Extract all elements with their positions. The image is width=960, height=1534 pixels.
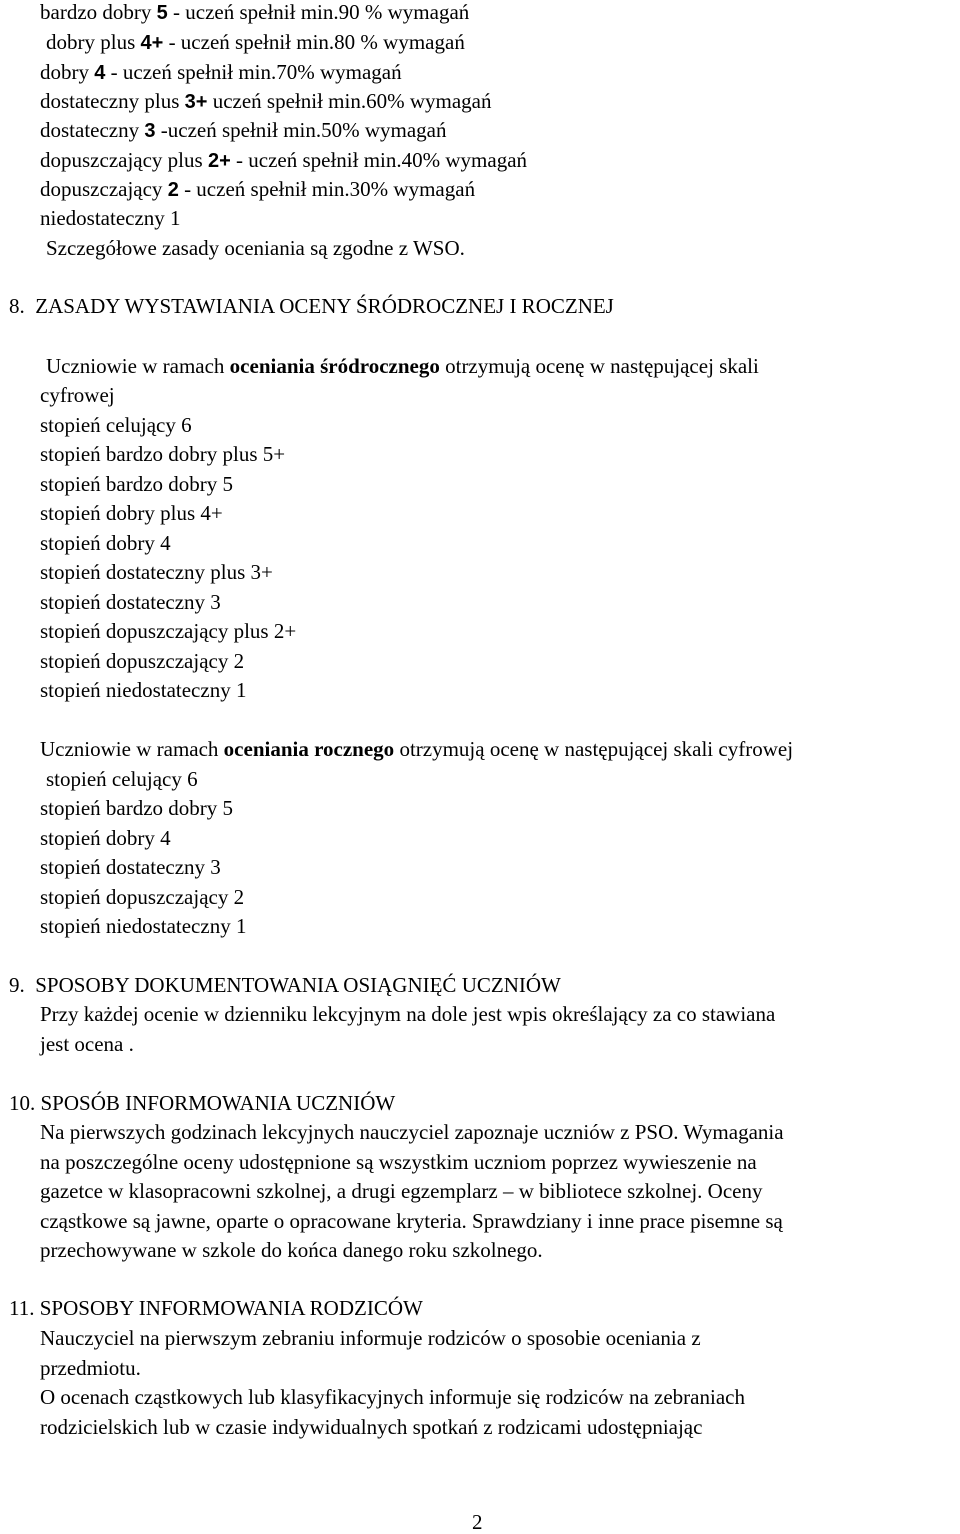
section-10-heading [9,1091,395,1115]
grade-number: 3+ [184,91,208,113]
annual-grade: stopień celujący 6 [46,767,198,791]
grade-requirement: -uczeń spełnił min.50% wymagań [155,118,447,142]
section-10-line: Na pierwszych godzinach lekcyjnych nauczyciel zapoznaje uczniów z PSO. Wymagania [40,1120,784,1144]
section-8-heading [9,294,614,318]
grade-number: 4+ [140,32,164,54]
grade-requirement: uczeń spełnił min.60% wymagań [207,89,492,113]
section-11-line: O ocenach cząstkowych lub klasyfikacyjnych informuje się rodziców na zebraniach [40,1385,745,1409]
annual-grade: stopień niedostateczny 1 [40,914,247,938]
grade-number: 3 [144,120,156,142]
annual-grade: stopień bardzo dobry 5 [40,796,234,820]
annual-grade: stopień dostateczny 3 [40,855,221,879]
semester-grade: stopień bardzo dobry 5 [40,472,234,496]
grade-requirement: - uczeń spełnił min.80 % wymagań [163,30,465,54]
grade-name: dobry plus [46,30,141,54]
section-11-line: rodzicielskich lub w czasie indywidualnych spotkań z rodzicami udostępniając [40,1415,703,1439]
section-11-line: Nauczyciel na pierwszym zebraniu informuje rodziców o sposobie oceniania z [40,1326,701,1350]
semester-grade: stopień dostateczny 3 [40,590,221,614]
grade-requirement: - uczeń spełnił min.30% wymagań [178,177,476,201]
annual-intro [40,737,793,761]
top-list-item [40,0,469,25]
section-title: SPOSOBY INFORMOWANIA RODZICÓW [39,1296,423,1320]
section-number: 11. [9,1296,35,1320]
section-9-line: jest ocena . [40,1032,134,1056]
page-number: 2 [472,1510,483,1534]
section-9-heading [9,973,561,997]
semester-intro [46,354,759,378]
grade-requirement: - uczeń spełnił min.70% wymagań [105,60,402,84]
grade-number: 4 [94,62,106,84]
semester-grade: stopień dobry plus 4+ [40,501,223,525]
section-number: 9. [9,973,25,997]
top-list-item [46,30,465,55]
intro-emphasis: oceniania rocznego [223,737,395,761]
section-11-heading [9,1296,423,1320]
section-11-line: przedmiotu. [40,1356,141,1380]
section-10-line: gazetce w klasopracowni szkolnej, a drugi egzemplarz – w bibliotece szkolnej. Oceny [40,1179,763,1203]
grade-name: dopuszczający plus [40,148,208,172]
grade-number: 5 [156,2,168,24]
semester-grade: stopień niedostateczny 1 [40,678,247,702]
intro-text: otrzymują ocenę w następującej skali cyfrowej [394,737,794,761]
intro-text: Uczniowie w ramach [40,737,224,761]
grade-number: 2+ [207,150,231,172]
intro-emphasis: oceniania śródrocznego [229,354,440,378]
grade-requirement: - uczeń spełnił min.40% wymagań [230,148,528,172]
semester-grade: stopień dostateczny plus 3+ [40,560,273,584]
wso-note: Szczegółowe zasady oceniania są zgodne z WSO. [46,236,465,260]
top-list-item [40,89,491,114]
intro-text: otrzymują ocenę w następującej skali [439,354,759,378]
grade-name: dostateczny plus [40,89,185,113]
semester-grade: stopień celujący 6 [40,413,192,437]
top-list-item [40,177,475,202]
top-list-item [40,118,447,143]
section-title: SPOSÓB INFORMOWANIA UCZNIÓW [40,1091,396,1115]
section-10-line: na poszczególne oceny udostępnione są wszystkim uczniom poprzez wywieszenie na [40,1150,757,1174]
section-9-line: Przy każdej ocenie w dzienniku lekcyjnym na dole jest wpis określający za co stawiana [40,1002,776,1026]
section-10-line: przechowywane w szkole do końca danego roku szkolnego. [40,1238,543,1262]
annual-grade: stopień dopuszczający 2 [40,885,245,909]
section-title: SPOSOBY DOKUMENTOWANIA OSIĄGNIĘĆ UCZNIÓW [35,973,561,997]
section-number: 10. [9,1091,36,1115]
annual-grade: stopień dobry 4 [40,826,171,850]
top-list-item [40,60,402,85]
semester-grade: stopień bardzo dobry plus 5+ [40,442,286,466]
grade-requirement: - uczeń spełnił min.90 % wymagań [167,0,470,24]
semester-grade: stopień dopuszczający 2 [40,649,245,673]
top-list-item [40,206,181,230]
semester-intro-cont: cyfrowej [40,383,115,407]
grade-name: dobry [40,60,95,84]
semester-grade: stopień dobry 4 [40,531,171,555]
section-10-line: cząstkowe są jawne, oparte o opracowane kryteria. Sprawdziany i inne prace pisemne są [40,1209,783,1233]
grade-name: bardzo dobry [40,0,157,24]
intro-text: Uczniowie w ramach [46,354,230,378]
section-title: ZASADY WYSTAWIANIA OCENY ŚRÓDROCZNEJ I ROCZNEJ [35,294,614,318]
grade-name: niedostateczny 1 [40,206,181,230]
grade-number: 2 [167,179,179,201]
grade-name: dostateczny [40,118,145,142]
top-list-item [40,148,527,173]
semester-grade: stopień dopuszczający plus 2+ [40,619,297,643]
section-number: 8. [9,294,25,318]
grade-name: dopuszczający [40,177,168,201]
